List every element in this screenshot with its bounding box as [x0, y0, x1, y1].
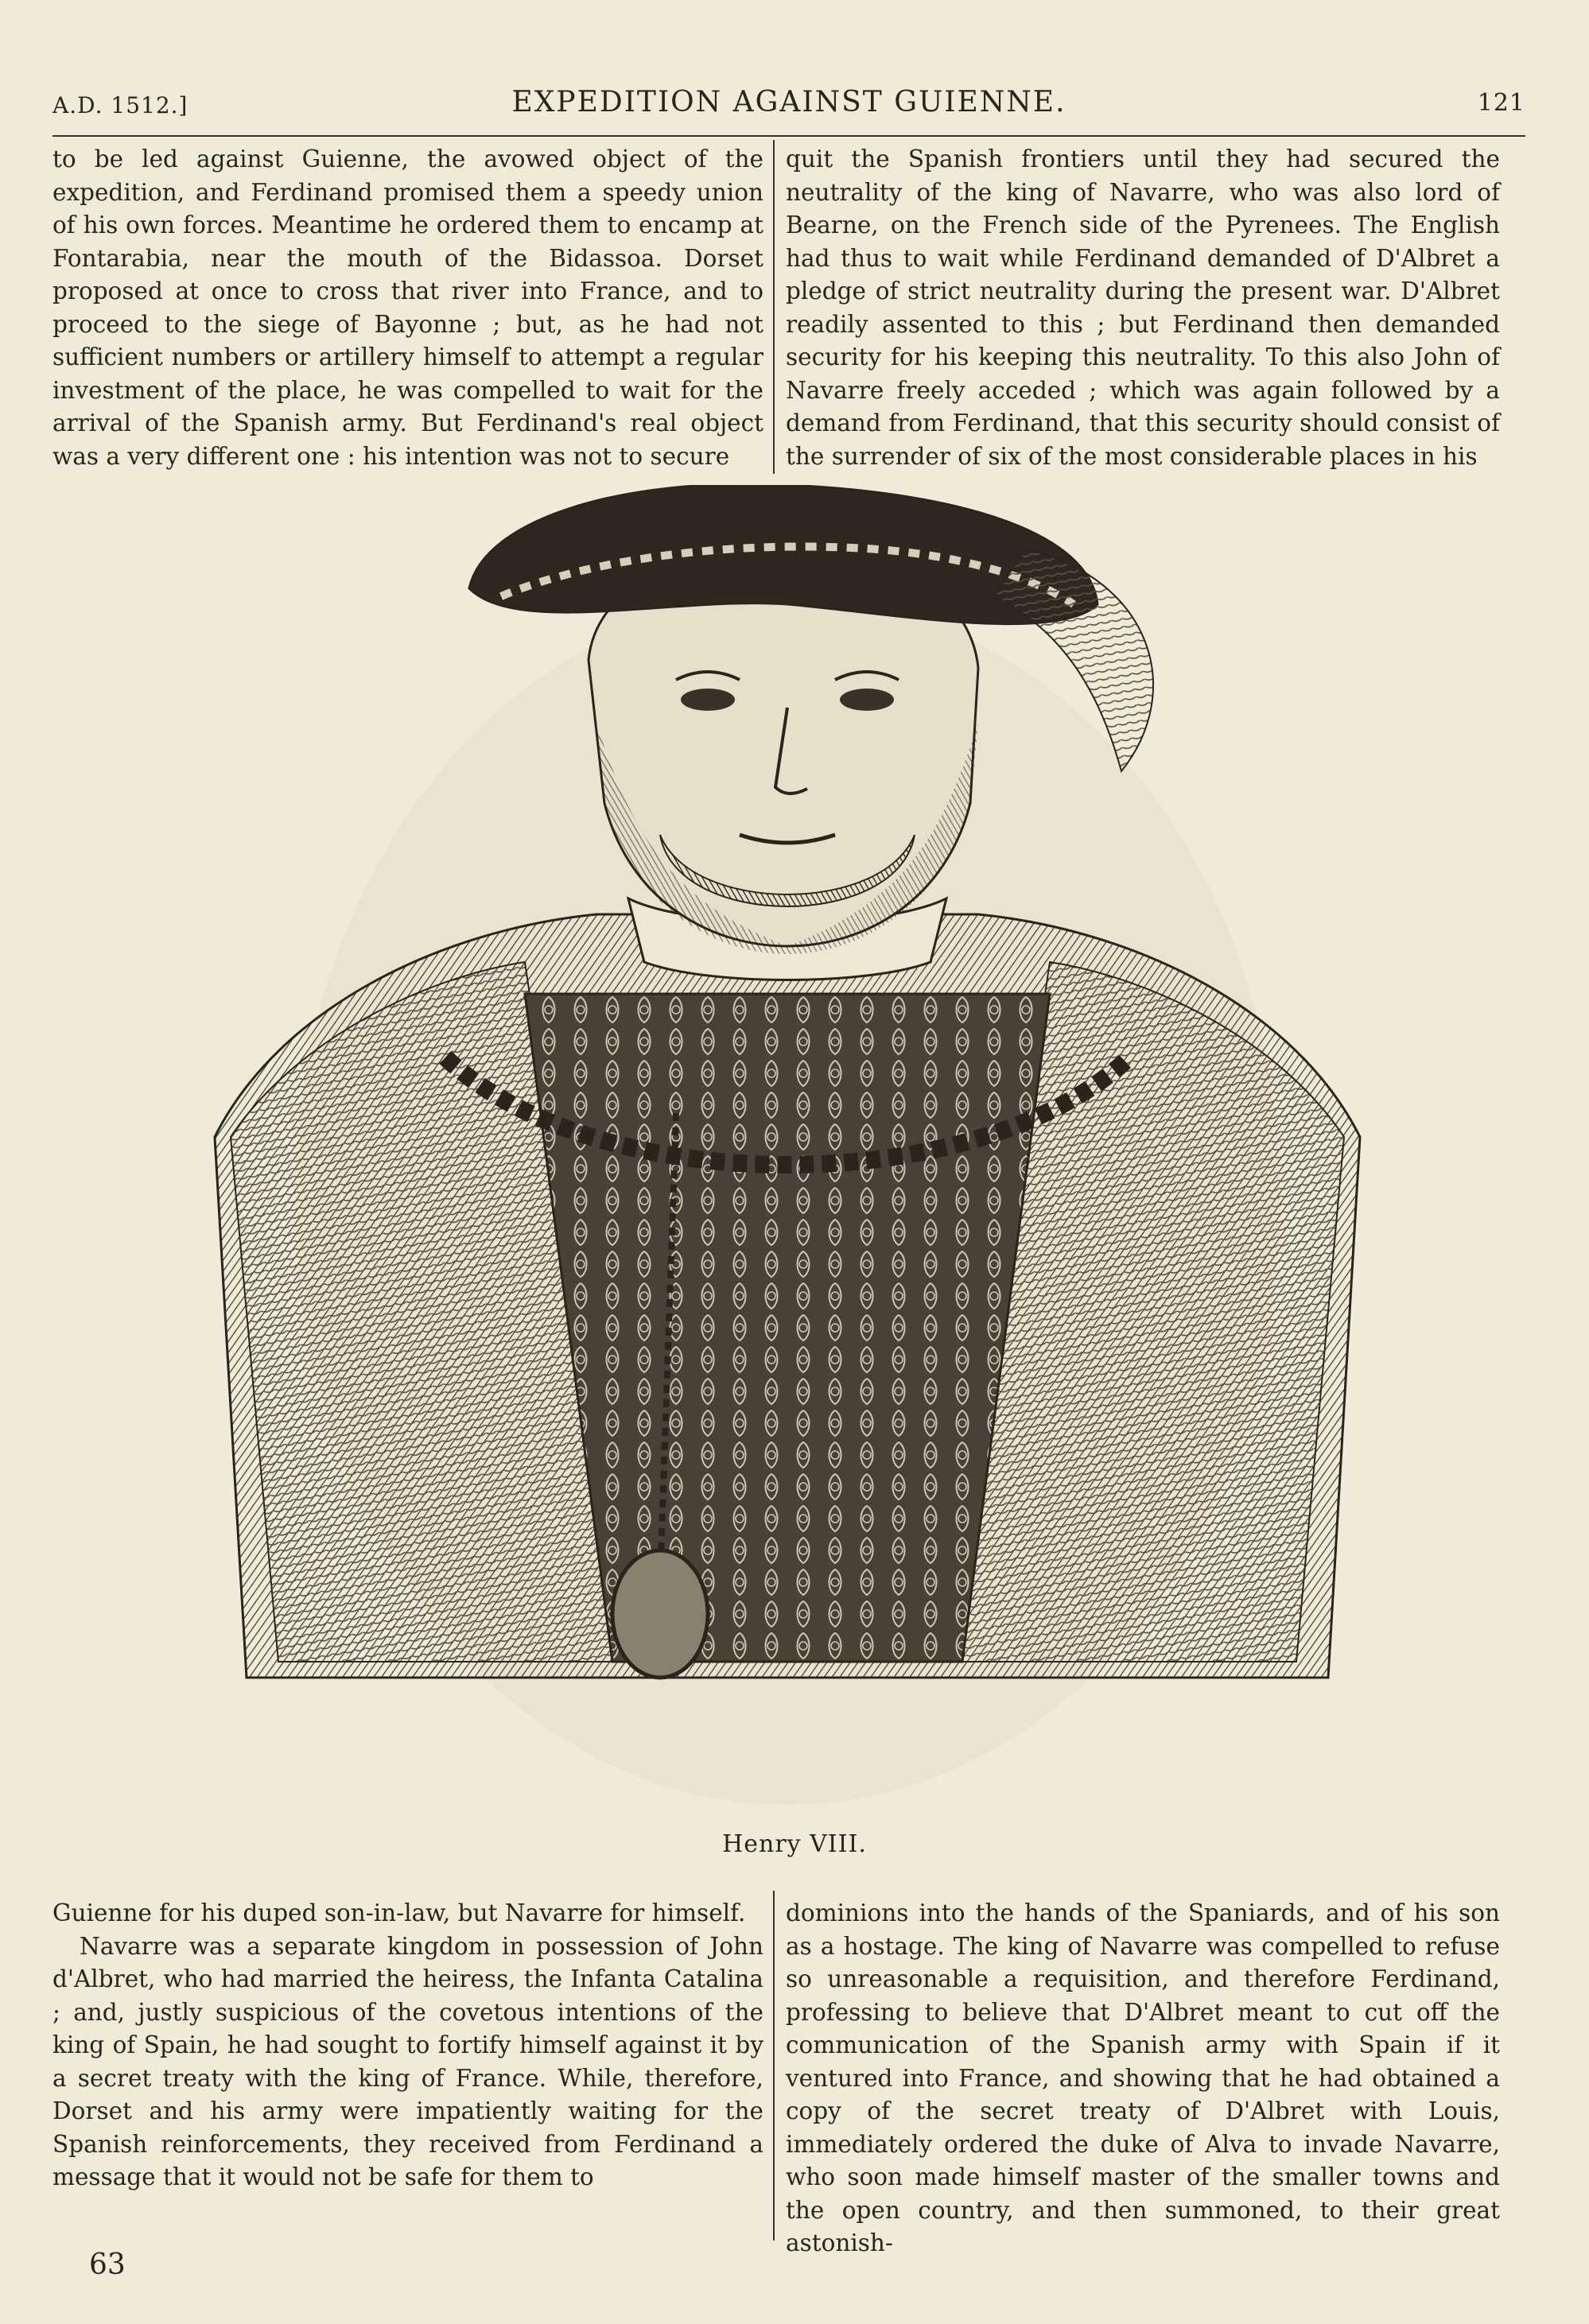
signature-mark: 63: [89, 2248, 126, 2281]
header-rule: [52, 135, 1525, 137]
column-bottom-right: [786, 1897, 1500, 2256]
paragraph: to be led against Guienne, the avowed object of the expedition, and Ferdinand promised them a speedy union of his own forces. Meantime he ordered them to encamp at Fontarabia, near the mouth of the Bidassoa. Dorset proposed at once to cross that river into France, and to proceed to the siege of Bayonne ; but, as he had not sufficient numbers or artillery himself to attempt a regular investment of the place, he was compelled to wait for the arrival of the Spanish army. But Ferdinand's real object was a very different one : his intention was not to secure: [52, 145, 763, 470]
page-number: 121: [1477, 89, 1525, 117]
portrait-icon: [183, 485, 1392, 1821]
running-head: [52, 86, 1525, 127]
paragraph: dominions into the hands of the Spaniards, and of his son as a hostage. The king of Navarre was compelled to refuse so unreasonable a requisition, and therefore Ferdinand, professing to believe that D'Albret meant to cut off the communication of the Spanish army with Spain if it ventured into France, and showing that he had obtained a copy of the secret treaty of D'Albret with Louis, immediately ordered the duke of Alva to invade Navarre, who soon made himself master of the smaller towns and the open country, and then summoned, to their great astonish-: [786, 1899, 1500, 2256]
paragraph: quit the Spanish frontiers until they had secured the neutrality of the king of Navarre, who was also lord of Bearne, on the French side of the Pyrenees. The English had thus to wait while Ferdinand demanded of D'Albret a pledge of strict neutrality during the present war. D'Albret readily assented to this ; but Ferdinand then demanded security for his keeping this neutrality. To this also John of Navarre freely acceded ; which was again followed by a demand from Ferdinand, that this security should consist of the surrender of six of the most considerable places in his: [786, 145, 1500, 470]
paragraph: Navarre was a separate kingdom in possession of John d'Albret, who had married the heiress, the Infanta Catalina ; and, justly suspicious of the covetous intentions of the king of Spain, he had sought to fortify himself against it by a secret treaty with the king of France. While, therefore, Dorset and his army were impatiently waiting for the Spanish reinforcements, they received from Ferdinand a message that it would not be safe for them to: [52, 1932, 763, 2190]
paragraph: Guienne for his duped son-in-law, but Navarre for himself.: [52, 1899, 746, 1926]
column-divider-bottom: [773, 1891, 775, 2241]
column-bottom-left: [52, 1897, 763, 2239]
column-top-right: [786, 143, 1500, 477]
column-top-left: [52, 143, 763, 477]
running-head-date: A.D. 1512.]: [52, 92, 188, 118]
portrait-engraving: [183, 485, 1392, 1821]
illustration-caption: Henry VIII.: [722, 1830, 867, 1858]
column-divider-top: [773, 140, 775, 474]
running-head-title: EXPEDITION AGAINST GUIENNE.: [511, 86, 1066, 118]
